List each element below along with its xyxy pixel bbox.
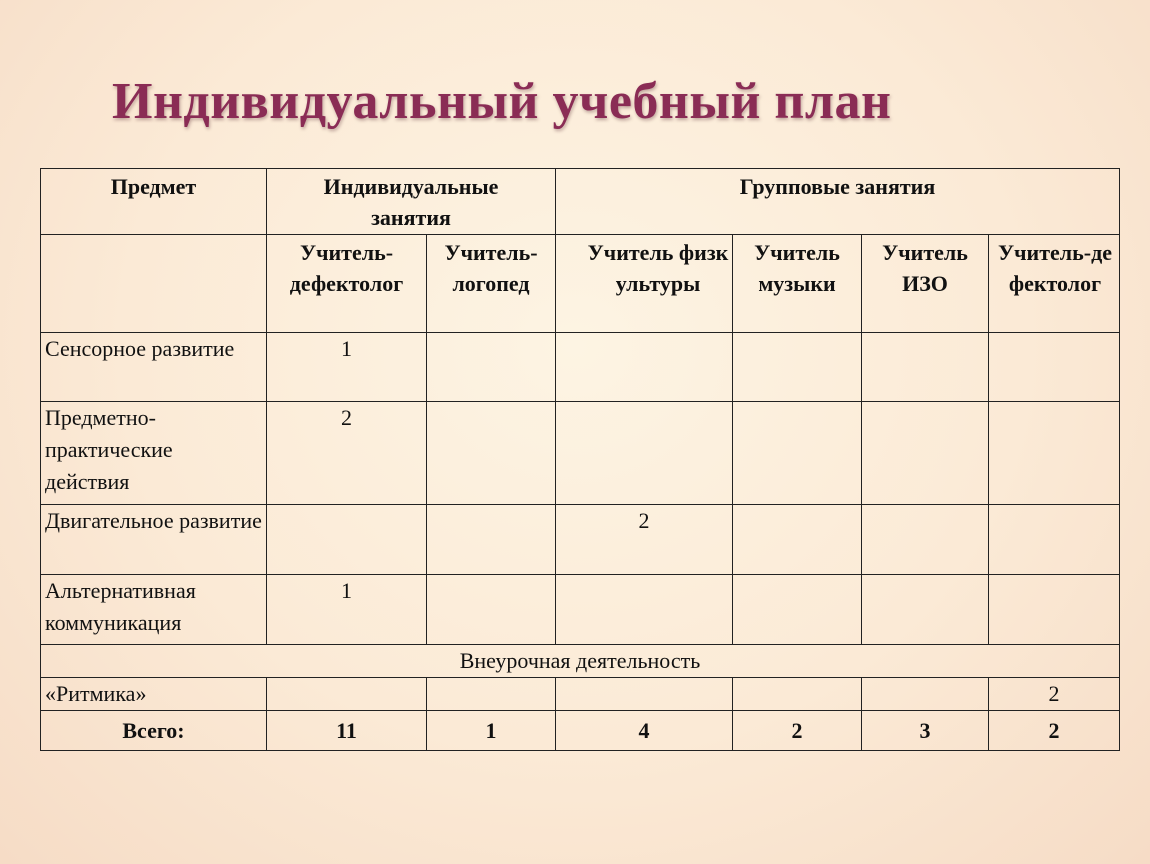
row-value <box>862 575 989 645</box>
total-label: Всего: <box>41 711 267 751</box>
extracurricular-row <box>41 645 1120 678</box>
row-value <box>267 505 427 575</box>
header-row-top <box>41 169 1120 235</box>
total-value: 11 <box>267 711 427 751</box>
total-value: 2 <box>733 711 862 751</box>
page-title: Индивидуальный учебный план <box>112 73 892 130</box>
table-row <box>41 402 1120 505</box>
total-value: 2 <box>989 711 1120 751</box>
row-subject: Сенсорное развитие <box>41 333 267 402</box>
row-value: 2 <box>556 505 733 575</box>
header-subject: Предмет <box>41 169 267 235</box>
row-value <box>733 505 862 575</box>
row-subject: «Ритмика» <box>41 678 267 711</box>
row-value <box>862 678 989 711</box>
row-value <box>989 575 1120 645</box>
row-value <box>733 333 862 402</box>
row-value <box>862 333 989 402</box>
total-value: 4 <box>556 711 733 751</box>
row-value <box>989 402 1120 505</box>
study-plan-table <box>40 168 1120 751</box>
row-value <box>556 678 733 711</box>
row-value <box>427 575 556 645</box>
row-value <box>862 402 989 505</box>
row-value <box>989 505 1120 575</box>
row-value <box>427 402 556 505</box>
extracurricular-label: Внеурочная деятельность <box>41 645 1120 678</box>
teacher-header: Учитель ИЗО <box>862 235 989 333</box>
table-row <box>41 678 1120 711</box>
row-value <box>427 678 556 711</box>
row-value <box>427 505 556 575</box>
row-value <box>733 678 862 711</box>
row-value <box>989 333 1120 402</box>
teacher-header: Учитель физкультуры <box>556 235 733 333</box>
row-value: 2 <box>267 402 427 505</box>
header-empty-cell <box>41 235 267 333</box>
row-value <box>267 678 427 711</box>
row-value <box>733 575 862 645</box>
table-row <box>41 505 1120 575</box>
total-row <box>41 711 1120 751</box>
row-value: 1 <box>267 333 427 402</box>
teacher-header: Учитель-дефектолог <box>267 235 427 333</box>
header-row-teachers <box>41 235 1120 333</box>
row-value <box>556 402 733 505</box>
row-subject: Предметно-практические действия <box>41 402 267 505</box>
row-value <box>862 505 989 575</box>
table-row <box>41 575 1120 645</box>
total-value: 1 <box>427 711 556 751</box>
teacher-header: Учитель музыки <box>733 235 862 333</box>
row-value: 2 <box>989 678 1120 711</box>
row-subject: Альтернативная коммуникация <box>41 575 267 645</box>
header-individual: Индивидуальные занятия <box>267 169 556 235</box>
row-value: 1 <box>267 575 427 645</box>
teacher-header: Учитель-дефектолог <box>989 235 1120 333</box>
total-value: 3 <box>862 711 989 751</box>
row-value <box>427 333 556 402</box>
row-value <box>556 333 733 402</box>
teacher-header: Учитель-логопед <box>427 235 556 333</box>
row-value <box>733 402 862 505</box>
header-group: Групповые занятия <box>556 169 1120 235</box>
table-row <box>41 333 1120 402</box>
row-subject: Двигательное развитие <box>41 505 267 575</box>
row-value <box>556 575 733 645</box>
